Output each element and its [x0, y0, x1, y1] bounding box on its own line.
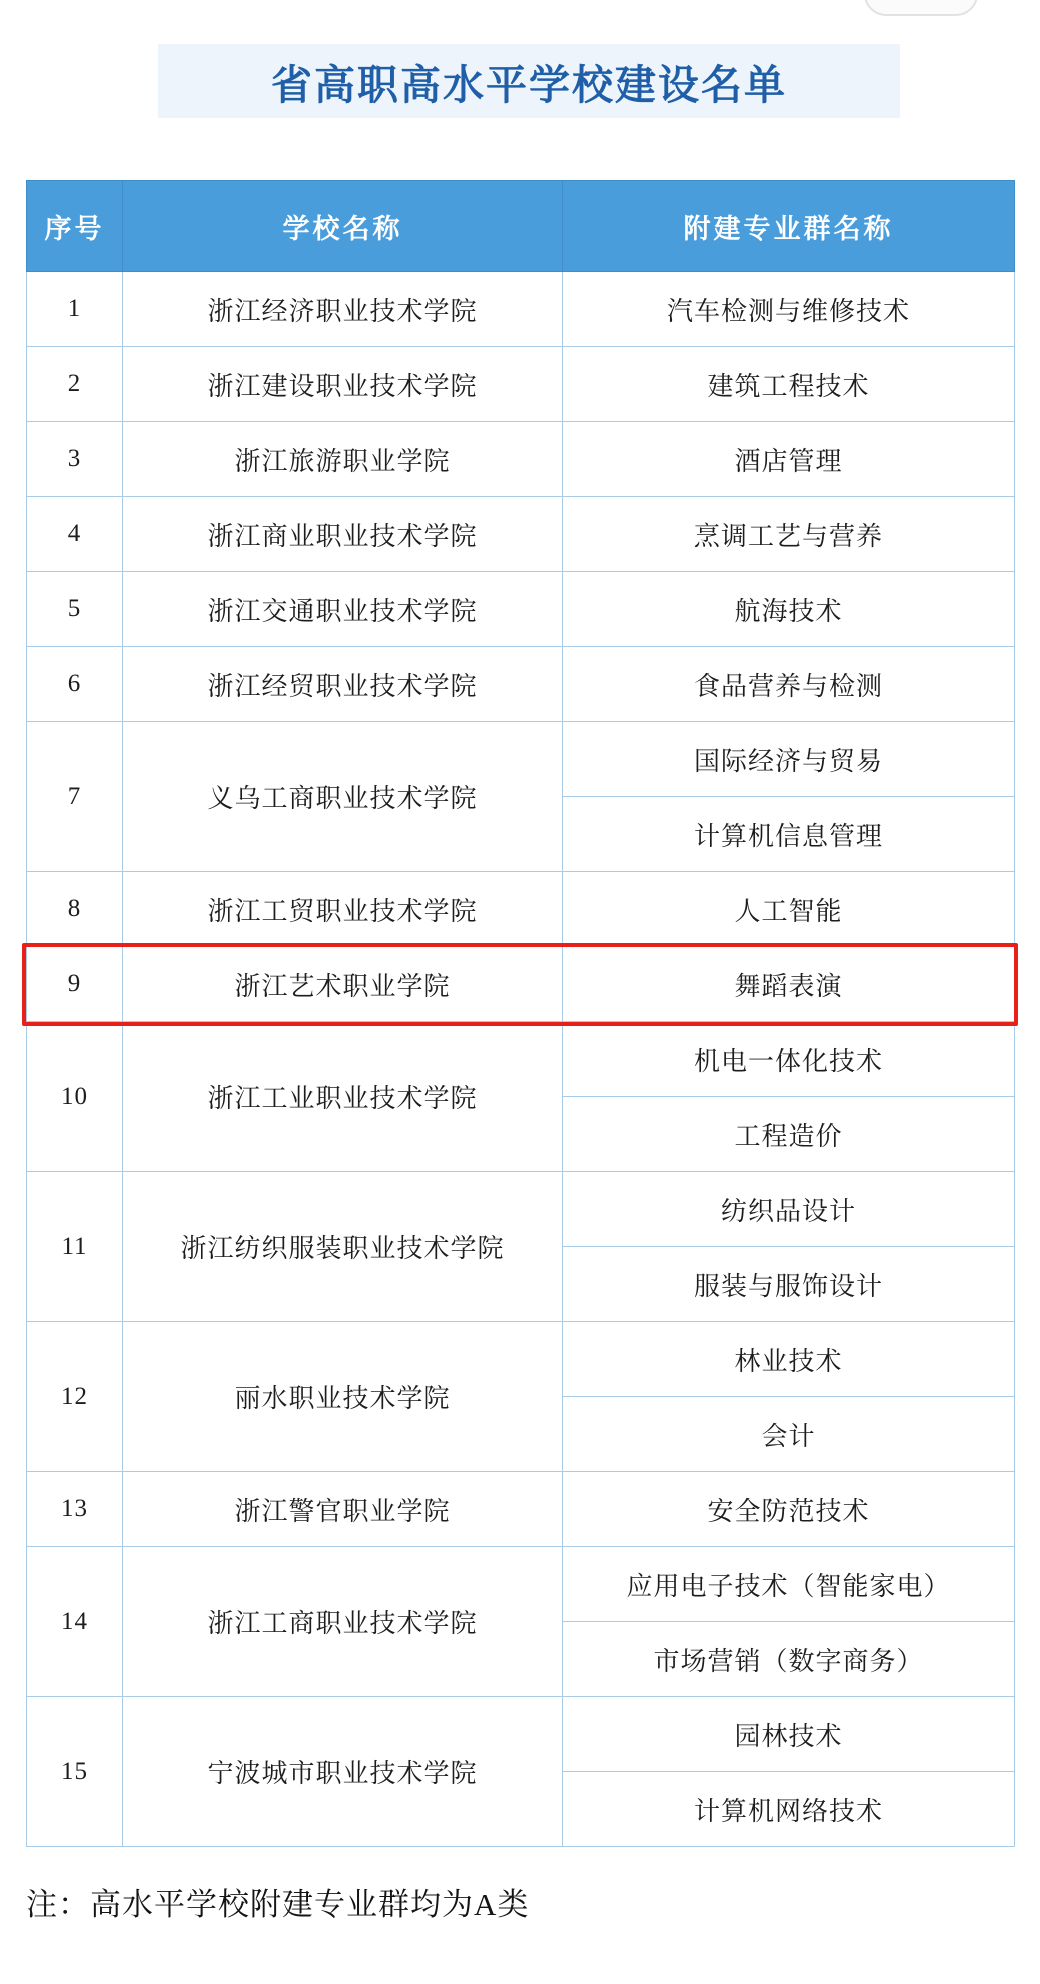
cell-school-name: 浙江经贸职业技术学院 — [123, 647, 563, 722]
cell-major-group: 国际经济与贸易 — [563, 722, 1015, 797]
cell-index: 15 — [27, 1697, 123, 1847]
cell-major-group: 应用电子技术（智能家电） — [563, 1547, 1015, 1622]
cell-school-name: 浙江工商职业技术学院 — [123, 1547, 563, 1697]
school-list-table — [26, 180, 1015, 1847]
cell-index: 6 — [27, 647, 123, 722]
column-header-school: 学校名称 — [123, 181, 563, 272]
table-row — [27, 647, 1015, 722]
cell-major-group: 市场营销（数字商务） — [563, 1622, 1015, 1697]
table-header — [27, 181, 1015, 272]
cell-index: 4 — [27, 497, 123, 572]
cell-school-name: 义乌工商职业技术学院 — [123, 722, 563, 872]
column-header-major: 附建专业群名称 — [563, 181, 1015, 272]
cell-major-group: 工程造价 — [563, 1097, 1015, 1172]
cell-school-name: 浙江工业职业技术学院 — [123, 1022, 563, 1172]
page-title: 省高职高水平学校建设名单 — [271, 61, 787, 108]
title-banner — [158, 44, 900, 118]
cell-major-group: 航海技术 — [563, 572, 1015, 647]
table-row — [27, 1697, 1015, 1772]
table-row — [27, 572, 1015, 647]
table-row — [27, 1022, 1015, 1097]
cell-school-name: 浙江交通职业技术学院 — [123, 572, 563, 647]
cell-index: 3 — [27, 422, 123, 497]
cell-school-name: 浙江建设职业技术学院 — [123, 347, 563, 422]
cell-major-group: 机电一体化技术 — [563, 1022, 1015, 1097]
cell-index: 9 — [27, 947, 123, 1022]
cell-major-group: 食品营养与检测 — [563, 647, 1015, 722]
screen-notch — [864, 0, 978, 16]
cell-major-group: 园林技术 — [563, 1697, 1015, 1772]
footnote: 注：高水平学校附建专业群均为A类 — [26, 1887, 530, 1922]
cell-index: 12 — [27, 1322, 123, 1472]
cell-major-group: 会计 — [563, 1397, 1015, 1472]
table-row — [27, 1172, 1015, 1247]
table-row — [27, 1472, 1015, 1547]
table-row — [27, 272, 1015, 347]
cell-school-name: 浙江经济职业技术学院 — [123, 272, 563, 347]
cell-major-group: 纺织品设计 — [563, 1172, 1015, 1247]
cell-school-name: 浙江商业职业技术学院 — [123, 497, 563, 572]
cell-major-group: 建筑工程技术 — [563, 347, 1015, 422]
cell-school-name: 浙江警官职业学院 — [123, 1472, 563, 1547]
cell-school-name: 浙江艺术职业学院 — [123, 947, 563, 1022]
cell-major-group: 服装与服饰设计 — [563, 1247, 1015, 1322]
cell-index: 1 — [27, 272, 123, 347]
cell-index: 8 — [27, 872, 123, 947]
cell-major-group: 安全防范技术 — [563, 1472, 1015, 1547]
cell-school-name: 浙江旅游职业学院 — [123, 422, 563, 497]
cell-major-group: 计算机网络技术 — [563, 1772, 1015, 1847]
cell-index: 10 — [27, 1022, 123, 1172]
cell-school-name: 浙江工贸职业技术学院 — [123, 872, 563, 947]
cell-index: 14 — [27, 1547, 123, 1697]
cell-index: 5 — [27, 572, 123, 647]
cell-major-group: 舞蹈表演 — [563, 947, 1015, 1022]
table-row — [27, 872, 1015, 947]
cell-major-group: 人工智能 — [563, 872, 1015, 947]
cell-major-group: 林业技术 — [563, 1322, 1015, 1397]
cell-major-group: 汽车检测与维修技术 — [563, 272, 1015, 347]
table-row — [27, 947, 1015, 1022]
table-row — [27, 347, 1015, 422]
cell-major-group: 烹调工艺与营养 — [563, 497, 1015, 572]
cell-index: 11 — [27, 1172, 123, 1322]
cell-index: 13 — [27, 1472, 123, 1547]
cell-school-name: 浙江纺织服装职业技术学院 — [123, 1172, 563, 1322]
table-row — [27, 497, 1015, 572]
cell-major-group: 计算机信息管理 — [563, 797, 1015, 872]
column-header-index: 序号 — [27, 181, 123, 272]
table-body — [27, 272, 1015, 1847]
table-row — [27, 1322, 1015, 1397]
cell-school-name: 丽水职业技术学院 — [123, 1322, 563, 1472]
table-row — [27, 1547, 1015, 1622]
cell-index: 2 — [27, 347, 123, 422]
table-row — [27, 722, 1015, 797]
cell-index: 7 — [27, 722, 123, 872]
table-row — [27, 422, 1015, 497]
cell-major-group: 酒店管理 — [563, 422, 1015, 497]
table-header-row — [27, 181, 1015, 272]
cell-school-name: 宁波城市职业技术学院 — [123, 1697, 563, 1847]
